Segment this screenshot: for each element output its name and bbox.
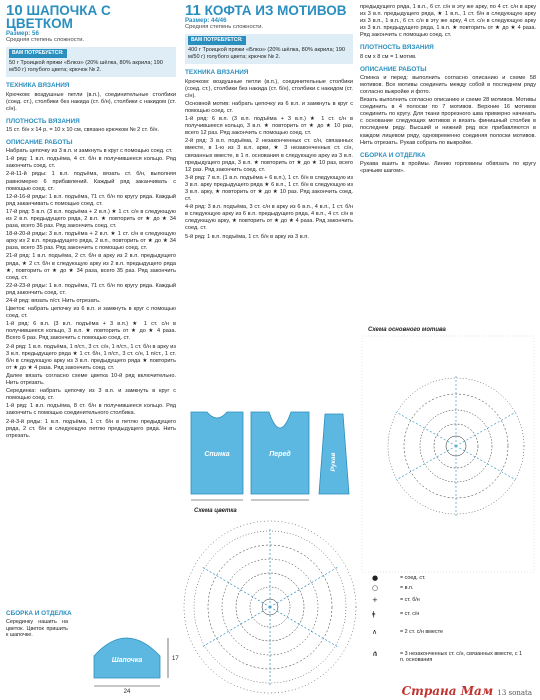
work-step: 2-й-3-й ряды: 1 в.п. подъёма, 1 ст. б/н в петлю предыдущего ряда, 2 ст. б/н в следующую петлю предыдущего ряда. Нить отрезать.	[6, 418, 176, 439]
chain-stitch-icon: ○	[372, 584, 379, 592]
legend-item: = ст. с/н	[400, 611, 420, 617]
work-text-11b: Вязать выполнить согласно описанию и схеме 28 мотивов. Мотивы соединить в 4 полоски по 7 мотивов. Верхние 16 мотивов соединить по кругу. Для ткани прорезного шва примерно начинать с основание следующих мотивов и вязать финишный столбик в последнем ряду. Высший и нижний ряд все прибавляются в каждом лицевом ряду, одновременно соединяя полоски мотивов. Нить отрезать. Рукав собрать по выкройке.	[360, 97, 536, 146]
sleeve-label: Рукав	[330, 452, 337, 472]
double-crochet-icon: ǂ	[372, 610, 376, 618]
materials-text: 50 г Троицкой пряжи «Блюз» (20% шёлка, 80% акрила; 190 м/50 г) голубого цвета; крючок № 2.	[9, 60, 163, 74]
pattern-11-materials	[185, 34, 353, 64]
work-step: 1-й ряд: 1 в.п. подъёма, 4 ст. б/н в получившееся кольцо. Ряд закончить соед. ст.	[6, 156, 176, 170]
technique-heading-11: ТЕХНИКА ВЯЗАНИЯ	[185, 69, 249, 77]
cluster-icon: ⋔	[372, 650, 378, 658]
pattern-11-difficulty: Средняя степень сложности.	[185, 24, 264, 31]
slip-stitch-icon: ●	[372, 574, 379, 582]
technique-text: Крючком: воздушные петли (в.п.), соединительные столбики (соед. ст.), столбики без накида (ст. б/н), столбики с накидом (ст. с/н).	[6, 91, 176, 112]
back-label: Спинка	[204, 451, 230, 458]
motif-step: 1-й ряд: 6 в.п. (3 в.п. подъёма + 3 в.п.) ★ 1 ст. с/н в получившееся кольцо, 3 в.п. ★ повторить от ★ до ★ 10 раз, всего 12 раз. Ряд закончить с помощью соед. ст.	[185, 116, 353, 137]
motif-frame	[362, 336, 534, 572]
hat-height-label: 17	[172, 656, 179, 662]
pattern-10-title: 10 ШАПОЧКА С ЦВЕТКОМ	[6, 2, 111, 31]
work-step: Цветок: набрать цепочку из 6 в.п. и замкнуть в круг с помощью соед. ст.	[6, 306, 176, 320]
motif-guides	[396, 376, 516, 516]
motif-step: 4-й ряд: 3 в.п. подъёма, 3 ст. с/н в арку из 6 в.п., 4 в.п., 1 ст. б/н в следующую арку из 6 в.п. предыдущего ряда, 4 в.п., 4 ст. с/н в следующую арку, ★ повторить от ★ до ★ 4 раза. Ряд закончить соед. ст.	[185, 204, 353, 232]
motif-step: 3-й ряд: 7 в.п. (1 в.п. подъёма + 6 в.п.), 1 ст. б/н в следующую из 3 в.п. арку предыдущего ряда ★ 6 в.п., 1 ст. б/н в следующую из 3 в.п. арку, ★ повторить от ★ до ★ 10 раз. Ряд закончить соед. ст.	[185, 174, 353, 203]
work-step: Набрать цепочку из 3 в.п. и замкнуть в круг с помощью соед. ст.	[6, 148, 173, 155]
technique-heading: ТЕХНИКА ВЯЗАНИЯ	[6, 82, 70, 90]
assembly-block-10	[6, 610, 179, 696]
legend-item: = в.п.	[400, 585, 414, 591]
work-step: 17-й ряд: 5 в.п. (3 в.п. подъёма + 2 в.п.) ★ 1 ст. с/н в следующую из 2 в.п. предыдущего ряда, 2 в.п. ★ повторить от ★ до ★ 34 раза, всего 36 раз. Ряд закончить соед. ст.	[6, 208, 176, 230]
motif-chart	[360, 334, 536, 574]
work-steps	[6, 148, 176, 440]
motif-step: Основной мотив: набрать цепочку из 6 в.п. и замкнуть в круг с помощью соед. ст.	[185, 100, 353, 114]
flower-chart-caption: Схема цветка	[194, 508, 237, 514]
motif-step: 2-й ряд: 3 в.п. подъёма, 2 незаконченных ст. с/н, связанных вместе, в 1-ю из 3 в.п. арки, ★ 3 незаконченных ст. с/н, связанных вместе, в 1 п. основания в следующую арку из 3 в.п. предыдущего ряда, 3 в.п. ★ повторить от ★ до ★ 10 раз, всего 12 раз. Ряд закончить соед. ст.	[185, 138, 353, 173]
garment-pattern-diagram	[185, 404, 355, 504]
front-label: Перед	[269, 451, 291, 458]
technique-text-11: Крючком: воздушные петли (в.п.), соединительные столбики (соед. ст.), столбики без накида (ст. б/н), столбики с накидом (ст. с/н).	[185, 78, 353, 99]
single-crochet-icon: +	[372, 596, 378, 604]
flower-petal-guides	[202, 529, 338, 685]
pattern-10-column	[6, 4, 176, 696]
pattern-11-continued-column	[360, 4, 536, 324]
work-step: 21-й ряд: 1 в.п. подъёма, 2 ст. б/н в арку из 2 в.п. предыдущего ряда, ★ 2 ст. б/н в следующую арку из 2 в.п. предыдущего ряда ★, повторить от ★ до ★ 34 раза, всего 35 раз. Ряд закончить соед. ст.	[6, 253, 176, 281]
materials-label-11: ВАМ ПОТРЕБУЕТСЯ:	[188, 36, 246, 45]
work-step: Серединка: набрать цепочку из 3 в.п. и замкнуть в круг с помощью соед. ст.	[6, 388, 176, 402]
density-text: 15 ст. б/н x 14 р. = 10 x 10 см, связано крючком № 2 ст. б/н.	[6, 126, 160, 133]
dc2tog-icon: ∧	[372, 628, 378, 636]
density-heading: ПЛОТНОСТЬ ВЯЗАНИЯ	[6, 117, 80, 125]
pattern-10-size: Размер: 56	[6, 30, 39, 37]
work-heading: ОПИСАНИЕ РАБОТЫ	[6, 139, 73, 147]
density-text-11: 8 см x 8 см = 1 мотив.	[360, 53, 417, 60]
legend-item: = 2 ст. с/н вместе	[400, 629, 443, 635]
pattern-11-column	[185, 4, 353, 404]
motif-step: 5-й ряд: 1 в.п. подъёма, 1 ст. б/н в арку из 3 в.п.	[185, 233, 309, 240]
work-step: 18-й-20-й ряды: 3 в.п. подъёма + 2 в.п. ★ 1 ст. с/н в следующую арку из 2 в.п. предыдущего ряда, 2 в.п., повторить от ★ до ★ 34 раза, всего 35 раз. Ряд закончить с помощью соед. ст.	[6, 231, 176, 252]
work-step: 2-й-11-й ряды: 1 в.п. подъёма, вязать ст. б/н, выполняя равномерно 6 прибавлений. Каждый ряд заканчивать с помощью соед. ст.	[6, 171, 176, 192]
work-text-11: Спинка и перед: выполнить согласно описанию и схеме 58 мотивов. Все мотивы соединить между собой в последнем ряду согласно выкройке и фото.	[360, 74, 536, 95]
assembly-heading-10: СБОРКА И ОТДЕЛКА	[6, 610, 72, 617]
motif-continued: предыдущего ряда, 1 в.п., 6 ст. с/н в эту же арку, по 4 ст. с/н в арку из 3 в.п. предыдущего ряда, ★ 1 в.п., 1 ст. б/н в следующую арку из 3 в.п., 1 в.п., 6 ст. с/н в эту же арку, 4 ст. с/н в следующую арку из 3 в.п. предыдущего ряда, 1 в.п. ★ повторить от ★ до ★ 4 раза. Ряд закончить с помощью соед. ст.	[360, 4, 536, 39]
pattern-10-difficulty: Средняя степень сложности.	[6, 37, 85, 44]
work-step: 24-й ряд: вязать п/ст. Нить отрезать.	[6, 298, 101, 304]
pattern-11-size: Размер: 44/46	[185, 17, 227, 24]
density-heading-11: ПЛОТНОСТЬ ВЯЗАНИЯ	[360, 44, 434, 52]
work-step: 1-й ряд: 1 в.п. подъёма, 8 ст. б/н в получившееся кольцо. Ряд закончить с помощью соединительного столбика.	[6, 403, 176, 417]
work-step: 22-й-23-й ряды: 1 в.п. подъёма, 71 ст. б/н по кругу ряда. Каждый ряд закончить соед. ст.	[6, 282, 176, 296]
assembly-text-11: Рукава вшить в проймы. Линию горловины обвязать по кругу «рачьим шагом».	[360, 160, 536, 174]
hat-label: Шапочка	[111, 657, 143, 664]
assembly-heading-11: СБОРКА И ОТДЕЛКА	[360, 151, 426, 159]
motif-chart-caption: Схема основного мотива	[368, 327, 446, 333]
hat-width-label: 24	[123, 689, 131, 695]
assembly-text-10: Серединку нашить на цветок. Цветок пришить к шапочке.	[6, 619, 68, 639]
work-step: 1-й ряд: 6 в.п. (3 в.п. подъёма + 3 в.п.) ★ 1 ст. с/н в получившееся кольцо, 3 в.п. ★ повторить от ★ до ★ 4 раза. Всего 6 раз. Ряд закончить с помощью соед. ст.	[6, 321, 176, 342]
legend-item: = ст. б/н	[400, 597, 420, 603]
site-watermark: Страна Мам 13 sonata	[401, 684, 532, 698]
work-step: Далее вязать согласно схеме цветка 10-й ряд включительно. Нить отрезать.	[6, 372, 176, 387]
legend-item: = 3 незаконченных ст. с/н, связанных вместе, с 1 п. основания	[400, 651, 523, 664]
work-heading-11: ОПИСАНИЕ РАБОТЫ	[360, 65, 427, 73]
legend-item: = соед. ст.	[400, 575, 426, 581]
hat-diagram	[80, 618, 179, 695]
pattern-10-materials	[6, 47, 176, 77]
flower-chart	[180, 515, 360, 695]
work-step: 2-й ряд: 1 в.п. подъёма, 1 п/ст., 3 ст. с/н, 1 п/ст., 1 ст. б/н в арку из 3 в.п. предыдущего ряда ★ 1 ст. б/н, 1 п/ст., 3 ст. с/н, 1 п/ст., 1 ст. б/н в следующую арку из 3 в.п. предыдущего ряда ★ повторить от ★ до ★ 4 раза. Ряд закончить соед. ст.	[6, 343, 176, 371]
materials-text-11: 400 г Троицкой пряжи «Блюз» (20% шёлка, 80% акрила; 190 м/50 г) голубого цвета; крючок № 2.	[188, 47, 345, 61]
materials-label: ВАМ ПОТРЕБУЕТСЯ:	[9, 49, 67, 58]
pattern-11-title: 11 КОФТА ИЗ МОТИВОВ	[185, 2, 347, 19]
work-step: 12-й-16-й ряды: 1 в.п. подъёма, 71 ст. б/н по кругу ряда. Каждый ряд заканчивать с помощью соед. ст.	[6, 193, 176, 207]
